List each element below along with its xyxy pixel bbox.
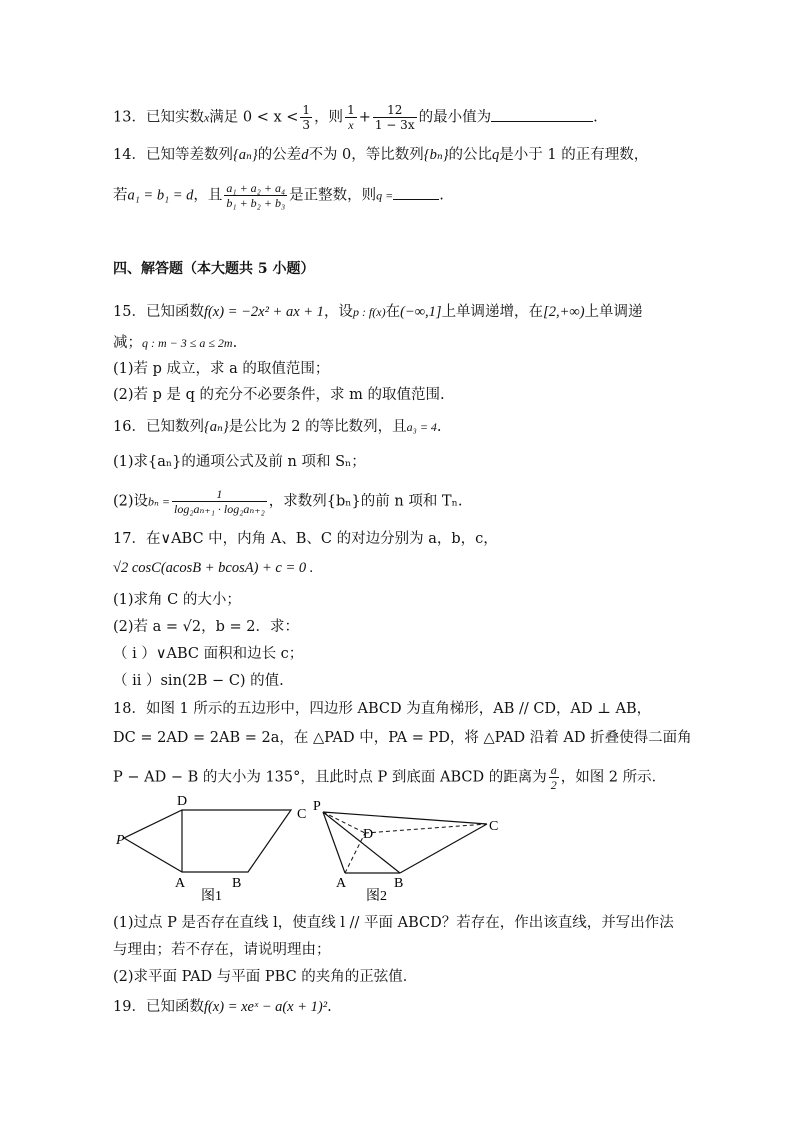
fig1-label-D: D: [177, 794, 188, 809]
figures: [0, 790, 793, 910]
question-17-equation: √2 cosC(acosB + bcosA) + c = 0 .: [113, 560, 314, 576]
question-16-line-1: 16．已知数列{aₙ}是公比为 2 的等比数列，且a₃ = 4.: [113, 419, 442, 435]
q14-fraction: $\frac{\text{a₁ + a₂ + a₄}}{\text{b₁ + b₂ + b₃}}$: [226, 181, 286, 210]
question-15-line-1: 15．已知函数f(x) = −2x² + ax + 1，设p : f(x)在(−∞,1]上单调递增，在[2,+∞)上单调递: [113, 304, 643, 320]
question-18-part-1-line-1: (1)过点 P 是否存在直线 l，使直线 l // 平面 ABCD？若存在，作出该直线，并写出作法: [113, 915, 674, 931]
fig2-caption: 图2: [366, 889, 387, 904]
question-17-part-1: (1)求角 C 的大小；: [113, 592, 241, 608]
answer-blank[interactable]: [491, 109, 593, 122]
question-17-part-2-i: （ i ）∨ABC 面积和边长 c；: [113, 646, 304, 662]
question-18-part-2: (2)求平面 PAD 与平面 PBC 的夹角的正弦值．: [113, 969, 418, 985]
fig2-label-C: C: [489, 819, 499, 834]
fig2-label-B: B: [394, 876, 404, 891]
question-16-part-2: (2)设bₙ = $\frac{1}{\text{log₂aₙ₊₁ · log₂aₙ₊₂}}$ ，求数列{bₙ}的前 n 项和 Tₙ.: [113, 487, 463, 516]
figure-2: [313, 799, 498, 904]
question-14-line-1: 14．已知等差数列{aₙ}的公差d不为 0，等比数列{bₙ}的公比q是小于 1 的正有理数，: [113, 147, 649, 163]
fig1-label-A: A: [175, 876, 186, 891]
question-17-part-2: (2)若 a = √2，b = 2．求：: [113, 619, 300, 635]
fig1-caption: 图1: [201, 889, 222, 904]
question-18-line-1: 18．如图 1 所示的五边形中，四边形 ABCD 为直角梯形，AB // CD，AD ⊥ AB，: [113, 701, 652, 717]
answer-blank[interactable]: [393, 187, 439, 200]
question-19: 19．已知函数f(x) = xeˣ − a(x + 1)².: [113, 999, 332, 1015]
question-15-part-1: (1)若 p 成立，求 a 的取值范围；: [113, 361, 330, 377]
figure-1: [115, 794, 306, 904]
question-17-line-1: 17．在∨ABC 中，内角 A、B、C 的对边分别为 a，b，c，: [113, 531, 498, 547]
q13-fraction-1: $\frac{1}{3}$: [302, 103, 311, 132]
question-18-line-3: P − AD − B 的大小为 135°，且此时点 P 到底面 ABCD 的距离为 $\frac{a}{2}$ ，如图 2 所示．: [113, 763, 667, 792]
fig1-label-P: P: [116, 833, 125, 848]
fig2-label-A: A: [336, 876, 347, 891]
fig2-label-P: P: [313, 799, 321, 814]
question-15-line-2: 减；q : m − 3 ≤ a ≤ 2m.: [113, 335, 238, 351]
question-16-part-1: (1)求{aₙ}的通项公式及前 n 项和 Sₙ；: [113, 454, 366, 470]
fig1-label-B: B: [232, 876, 242, 891]
question-17-part-2-ii: （ ii ）sin(2B − C) 的值.: [113, 673, 284, 689]
question-15-part-2: (2)若 p 是 q 的充分不必要条件，求 m 的取值范围.: [113, 387, 445, 403]
fig1-label-C: C: [297, 807, 307, 822]
question-13: 13．已知实数x满足 0 < x < $\frac{1}{3}$ ，则 $\frac{1}{x}$ + $\frac{12}{1 - 3x}$ 的最小值为 .: [113, 103, 598, 132]
question-18-part-1-line-2: 与理由；若不存在，请说明理由；: [113, 942, 331, 958]
question-14-line-2: 若a₁ = b₁ = d，且 $\frac{\text{a₁ + a₂ + a₄}}{\text{b₁ + b₂ + b₃}}$ 是正整数，则q = .: [113, 181, 444, 210]
fig2-label-D: D: [363, 827, 374, 842]
section-heading: 四、解答题（本大题共 5 小题）: [113, 261, 315, 277]
question-18-line-2: DC = 2AD = 2AB = 2a，在 △PAD 中，PA = PD，将 △PAD 沿着 AD 折叠使得二面角: [113, 730, 692, 746]
